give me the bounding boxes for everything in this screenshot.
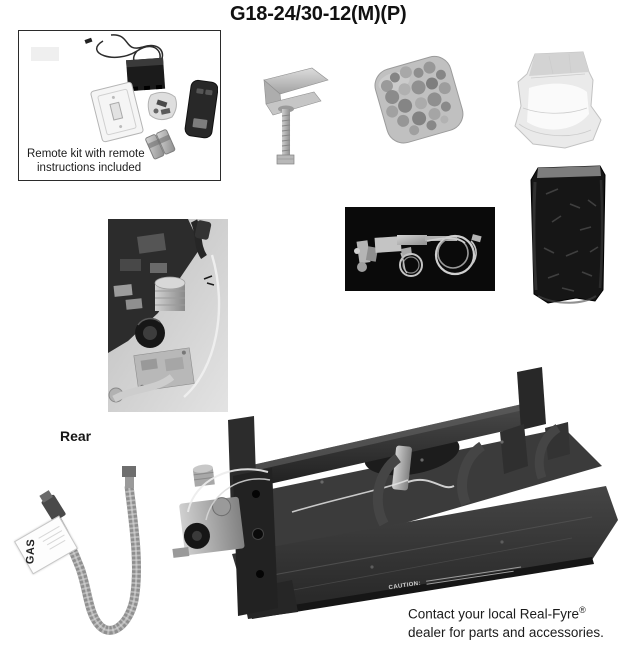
hose-fitting-top	[122, 466, 136, 477]
contact-line2: dealer for parts and accessories.	[408, 625, 604, 640]
valve-canister	[155, 277, 185, 311]
lava-granules-bag-photo	[518, 160, 620, 310]
wall-plate	[90, 82, 143, 143]
gas-tag-label: GAS	[24, 538, 38, 565]
rear-label: Rear	[60, 428, 92, 444]
remote-kit-caption	[27, 147, 145, 175]
ember-bag-photo	[368, 48, 468, 152]
caution-word: CAUTION:	[388, 580, 422, 592]
batteries	[145, 129, 175, 159]
wire-connector	[84, 38, 92, 44]
hose-elbow-fitting	[38, 489, 67, 522]
pilot-assembly-photo	[345, 207, 495, 291]
burner-assembly-photo	[172, 362, 629, 624]
remote-control	[184, 79, 218, 138]
right-end-plate	[517, 367, 546, 430]
registered-mark: ®	[579, 605, 586, 615]
faded-logo	[31, 47, 59, 61]
contact-line1: Contact your local Real-Fyre®	[408, 605, 586, 622]
damper-clamp-photo	[250, 58, 335, 173]
remote-kit-box	[18, 30, 221, 181]
page-title: G18-24/30-12(M)(P)	[230, 3, 407, 25]
contact-text	[408, 601, 604, 643]
remote-kit-caption-line2: instructions included	[37, 162, 142, 174]
remote-kit-caption-line1: Remote kit with remote	[27, 148, 145, 160]
sand-bag-photo	[505, 48, 610, 160]
valve-knob	[135, 318, 165, 348]
gas-connector-photo	[8, 452, 148, 647]
screws-bag	[148, 92, 176, 119]
